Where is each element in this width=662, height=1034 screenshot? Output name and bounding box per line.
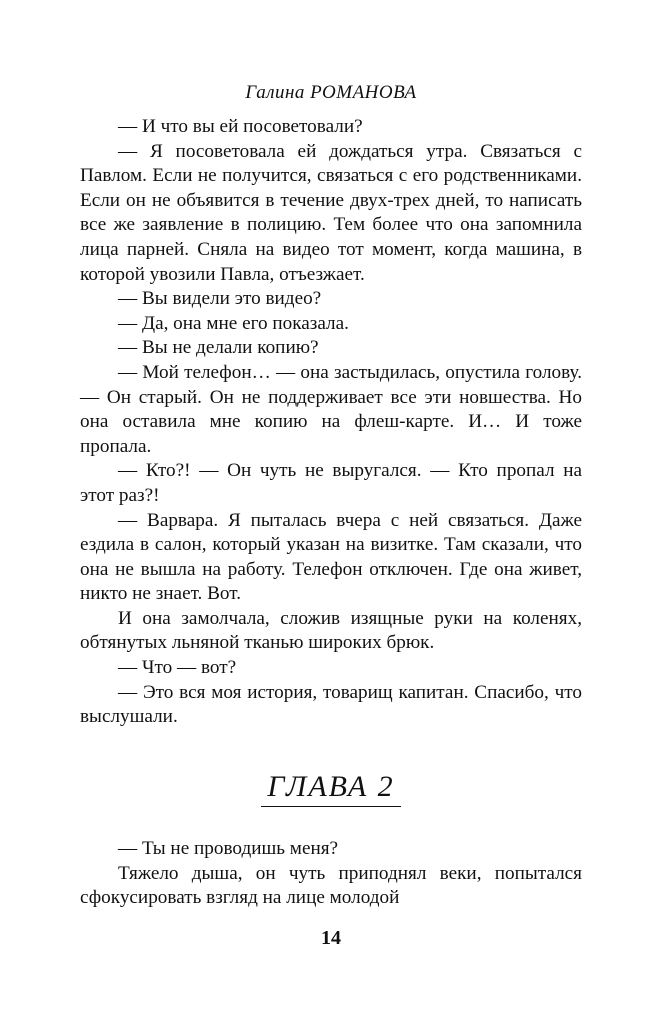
paragraph: — И что вы ей посоветовали?	[118, 116, 363, 137]
paragraph: — Мой телефон… — она застыдилась, опустила голову. — Он старый. Он не поддерживает все эти новшества. Но она оставила мне копию на флеш-карте. И… И тоже пропала.	[80, 361, 582, 457]
paragraph: — Вы не делали копию?	[118, 337, 319, 359]
paragraph: — Да, она мне его показала.	[118, 312, 349, 334]
paragraph: — Я посоветовала ей дождаться утра. Связаться с Павлом. Если не получится, связаться с его родственниками. Если он не объявится в течение двух-трех дней, то написать все же заявление в полицию. Тем более что она запомнила лица парней. Сняла на видео тот момент, когда машина, в которой увозили Павла, отъезжает.	[80, 140, 582, 285]
body-text-top	[80, 115, 582, 730]
page-number: 14	[321, 927, 341, 949]
chapter-title: ГЛАВА 2	[261, 770, 400, 807]
paragraph: — Вы видели это видео?	[118, 288, 322, 310]
paragraph: — Кто?! — Он чуть не выругался. — Кто пропал на этот раз?!	[80, 460, 582, 506]
paragraph: — Варвара. Я пыталась вчера с ней связаться. Даже ездила в салон, который указан на визитке. Там сказали, что она не вышла на работу. Телефон отключен. Где она живет, никто не знает. Вот.	[80, 509, 582, 605]
body-text-bottom	[80, 837, 582, 911]
paragraph: — Ты не проводишь меня?	[118, 838, 339, 859]
chapter-heading	[80, 770, 582, 807]
paragraph: И она замолчала, сложив изящные руки на коленях, обтянутых льняной тканью широких брюк.	[80, 607, 582, 654]
paragraph: — Что — вот?	[118, 657, 237, 679]
paragraph: Тяжело дыша, он чуть приподнял веки, попытался сфокусировать взгляд на лице молодой	[80, 862, 582, 909]
running-head-author: Галина РОМАНОВА	[245, 82, 417, 103]
paragraph: — Это вся моя история, товарищ капитан. Спасибо, что выслушали.	[80, 681, 582, 728]
